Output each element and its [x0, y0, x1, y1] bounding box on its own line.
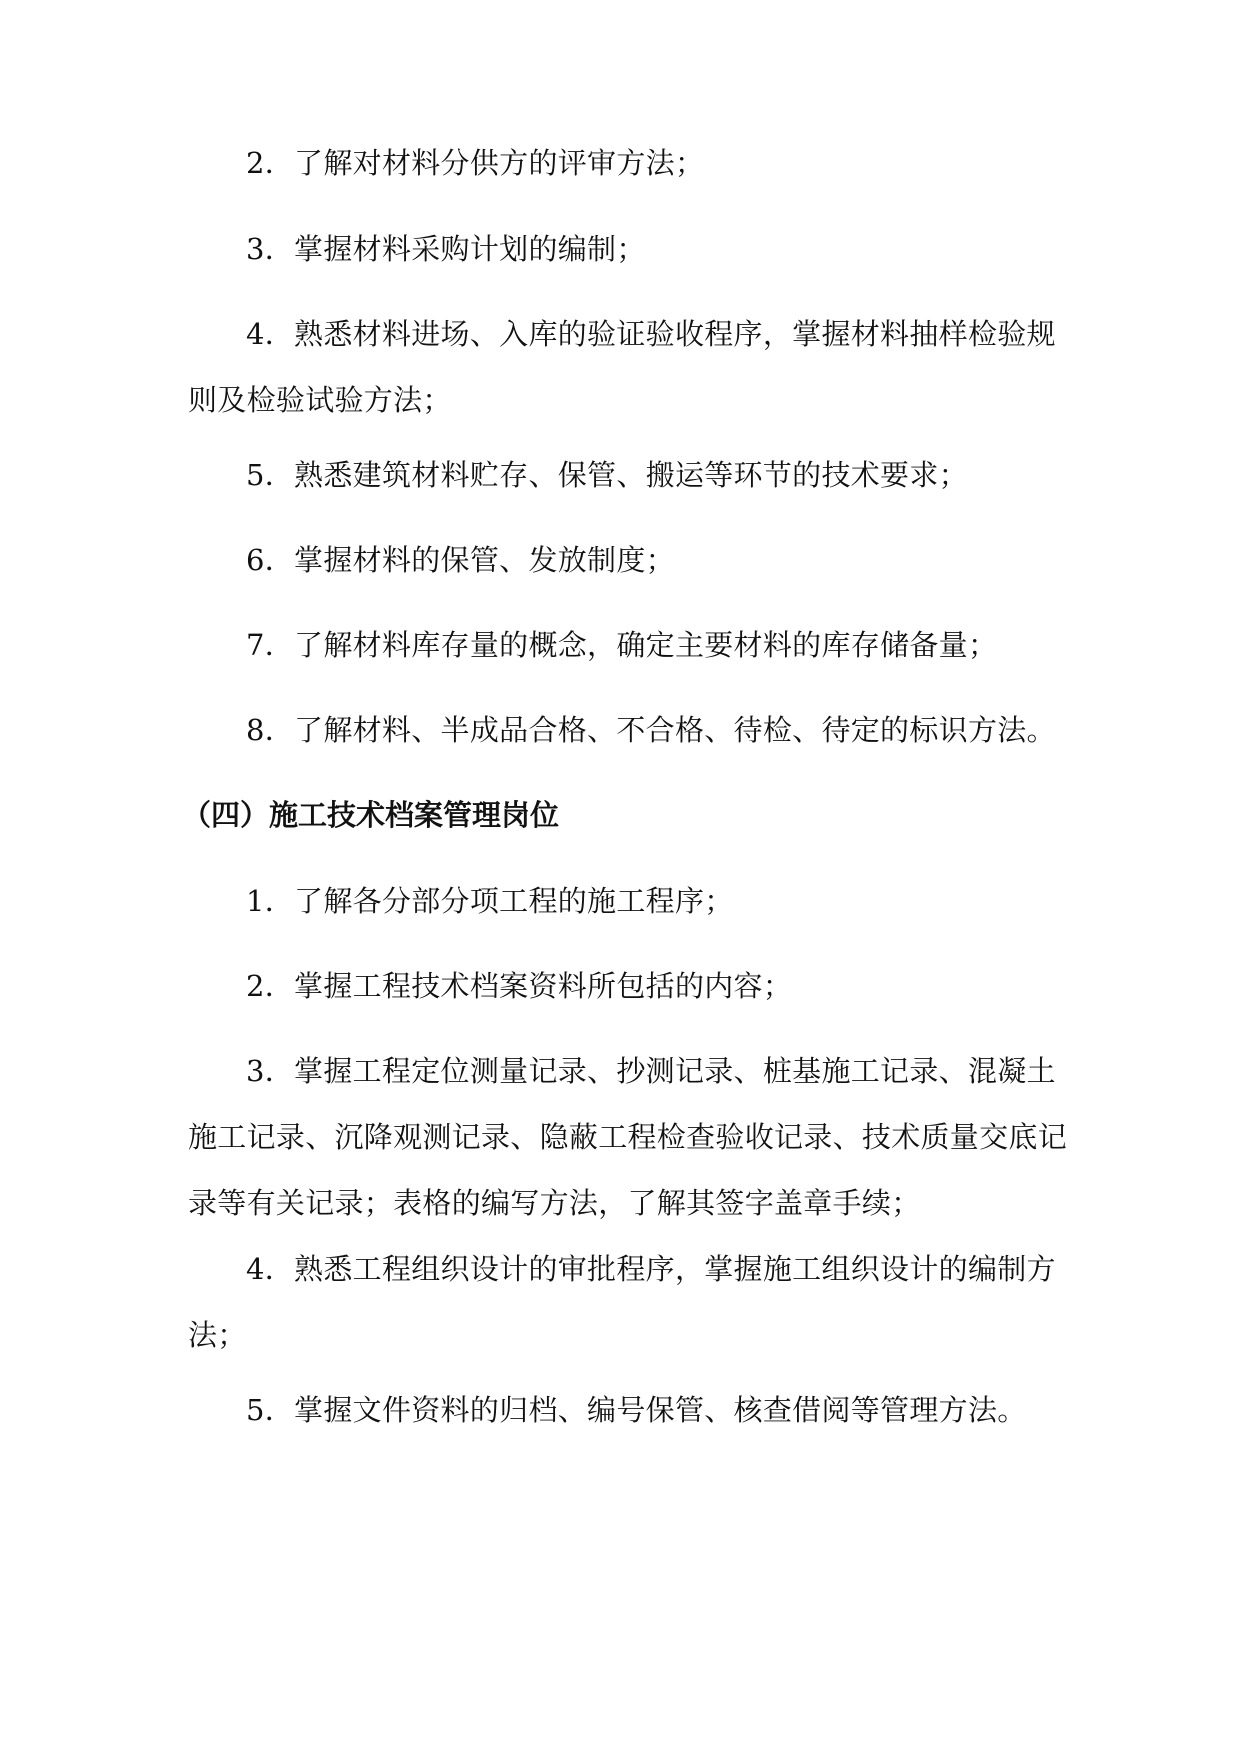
- list-item-archives-5: 5．掌握文件资料的归档、编号保管、核查借阅等管理方法。: [246, 1393, 1027, 1427]
- list-item-materials-8: 8．了解材料、半成品合格、不合格、待检、待定的标识方法。: [246, 713, 1056, 747]
- list-item-materials-3: 3．掌握材料采购计划的编制；: [246, 232, 646, 266]
- list-item-archives-3: 3．掌握工程定位测量记录、抄测记录、桩基施工记录、混凝土施工记录、沉降观测记录、隐蔽工程检查验收记录、技术质量交底记录等有关记录；表格的编写方法，了解其签字盖章手续；: [188, 1054, 1068, 1220]
- list-item-archives-1: 1．了解各分部分项工程的施工程序；: [246, 884, 734, 918]
- section-heading-archives: （四）施工技术档案管理岗位: [182, 798, 560, 832]
- list-item-archives-2: 2．掌握工程技术档案资料所包括的内容；: [246, 969, 793, 1003]
- list-item-archives-4: 4．熟悉工程组织设计的审批程序，掌握施工组织设计的编制方法；: [188, 1252, 1056, 1352]
- list-item-materials-5: 5．熟悉建筑材料贮存、保管、搬运等环节的技术要求；: [246, 458, 968, 492]
- list-item-materials-2: 2．了解对材料分供方的评审方法；: [246, 146, 705, 180]
- list-item-materials-6: 6．掌握材料的保管、发放制度；: [246, 543, 675, 577]
- list-item-materials-4: 4．熟悉材料进场、入库的验证验收程序，掌握材料抽样检验规则及检验试验方法；: [188, 317, 1056, 417]
- list-item-materials-7: 7．了解材料库存量的概念，确定主要材料的库存储备量；: [246, 628, 998, 662]
